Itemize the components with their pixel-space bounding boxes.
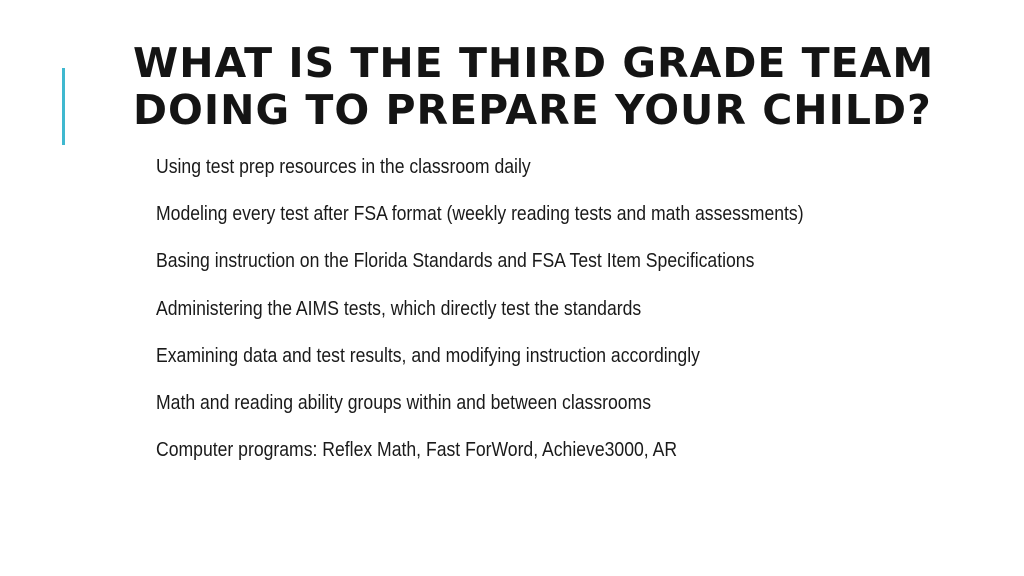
bullet-item: Examining data and test results, and modifying instruction accordingly	[156, 344, 700, 367]
bullet-item: Basing instruction on the Florida Standards and FSA Test Item Specifications	[156, 250, 755, 273]
bullet-item: Using test prep resources in the classroom daily	[156, 156, 531, 178]
slide-title	[133, 40, 1003, 134]
bullet-item: Modeling every test after FSA format (weekly reading tests and math assessments)	[156, 203, 804, 226]
bullet-list	[156, 155, 996, 485]
title-accent-bar	[62, 68, 65, 145]
bullet-item: Computer programs: Reflex Math, Fast ForWord, Achieve3000, AR	[156, 439, 678, 462]
bullet-item: Administering the AIMS tests, which directly test the standards	[156, 297, 642, 320]
slide-title-line-2: DOING TO PREPARE YOUR CHILD?	[133, 86, 932, 134]
bullet-item: Math and reading ability groups within and between classrooms	[156, 391, 652, 414]
slide-title-line-1: WHAT IS THE THIRD GRADE TEAM	[133, 39, 935, 87]
